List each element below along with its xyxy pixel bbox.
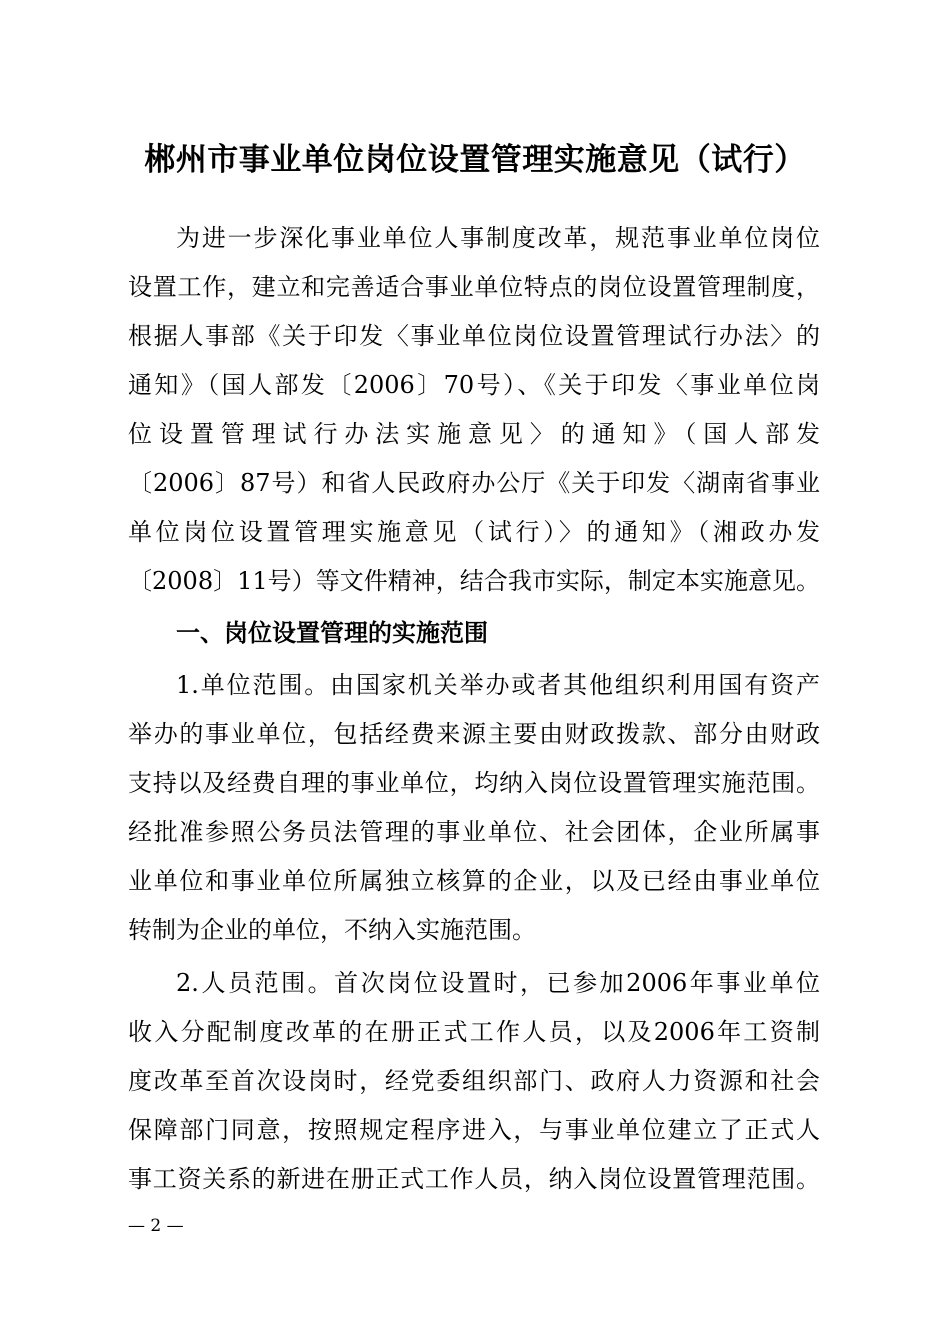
item1-line-4: 经批准参照公务员法管理的事业单位、社会团体，企业所属事: [128, 818, 820, 846]
item2-line-5: 事工资关系的新进在册正式工作人员，纳入岗位设置管理范围。: [128, 1165, 820, 1193]
item2-line-1: 2.人员范围。首次岗位设置时，已参加2006年事业单位: [176, 969, 820, 997]
item1-line-5: 业单位和事业单位所属独立核算的企业，以及已经由事业单位: [128, 867, 820, 895]
intro-line-5: 位设置管理试行办法实施意见〉的通知》（国人部发: [128, 420, 820, 448]
intro-line-7: 单位岗位设置管理实施意见（试行）〉的通知》（湘政办发: [128, 518, 820, 546]
intro-line-1: 为进一步深化事业单位人事制度改革，规范事业单位岗位: [176, 224, 820, 252]
item1-line-3: 支持以及经费自理的事业单位，均纳入岗位设置管理实施范围。: [128, 769, 820, 797]
intro-line-2: 设置工作，建立和完善适合事业单位特点的岗位设置管理制度，: [128, 273, 820, 301]
page-number: — 2 —: [128, 1216, 184, 1236]
item2-line-3: 度改革至首次设岗时，经党委组织部门、政府人力资源和社会: [128, 1067, 820, 1095]
item2-line-2: 收入分配制度改革的在册正式工作人员，以及2006年工资制: [128, 1018, 820, 1046]
intro-line-4: 通知》（国人部发〔2006〕70号）、《关于印发〈事业单位岗: [128, 371, 820, 399]
intro-line-8: 〔2008〕11号）等文件精神，结合我市实际，制定本实施意见。: [128, 567, 820, 595]
item1-line-1: 1.单位范围。由国家机关举办或者其他组织利用国有资产: [176, 671, 820, 699]
intro-line-3: 根据人事部《关于印发〈事业单位岗位设置管理试行办法〉的: [128, 322, 820, 350]
section-heading-1: 一、岗位设置管理的实施范围: [176, 619, 488, 647]
item1-line-2: 举办的事业单位，包括经费来源主要由财政拨款、部分由财政: [128, 720, 820, 748]
document-title: 郴州市事业单位岗位设置管理实施意见（试行）: [144, 142, 806, 178]
item1-line-6: 转制为企业的单位，不纳入实施范围。: [128, 916, 536, 944]
item2-line-4: 保障部门同意，按照规定程序进入，与事业单位建立了正式人: [128, 1116, 820, 1144]
intro-line-6: 〔2006〕87号）和省人民政府办公厅《关于印发〈湖南省事业: [128, 469, 820, 497]
